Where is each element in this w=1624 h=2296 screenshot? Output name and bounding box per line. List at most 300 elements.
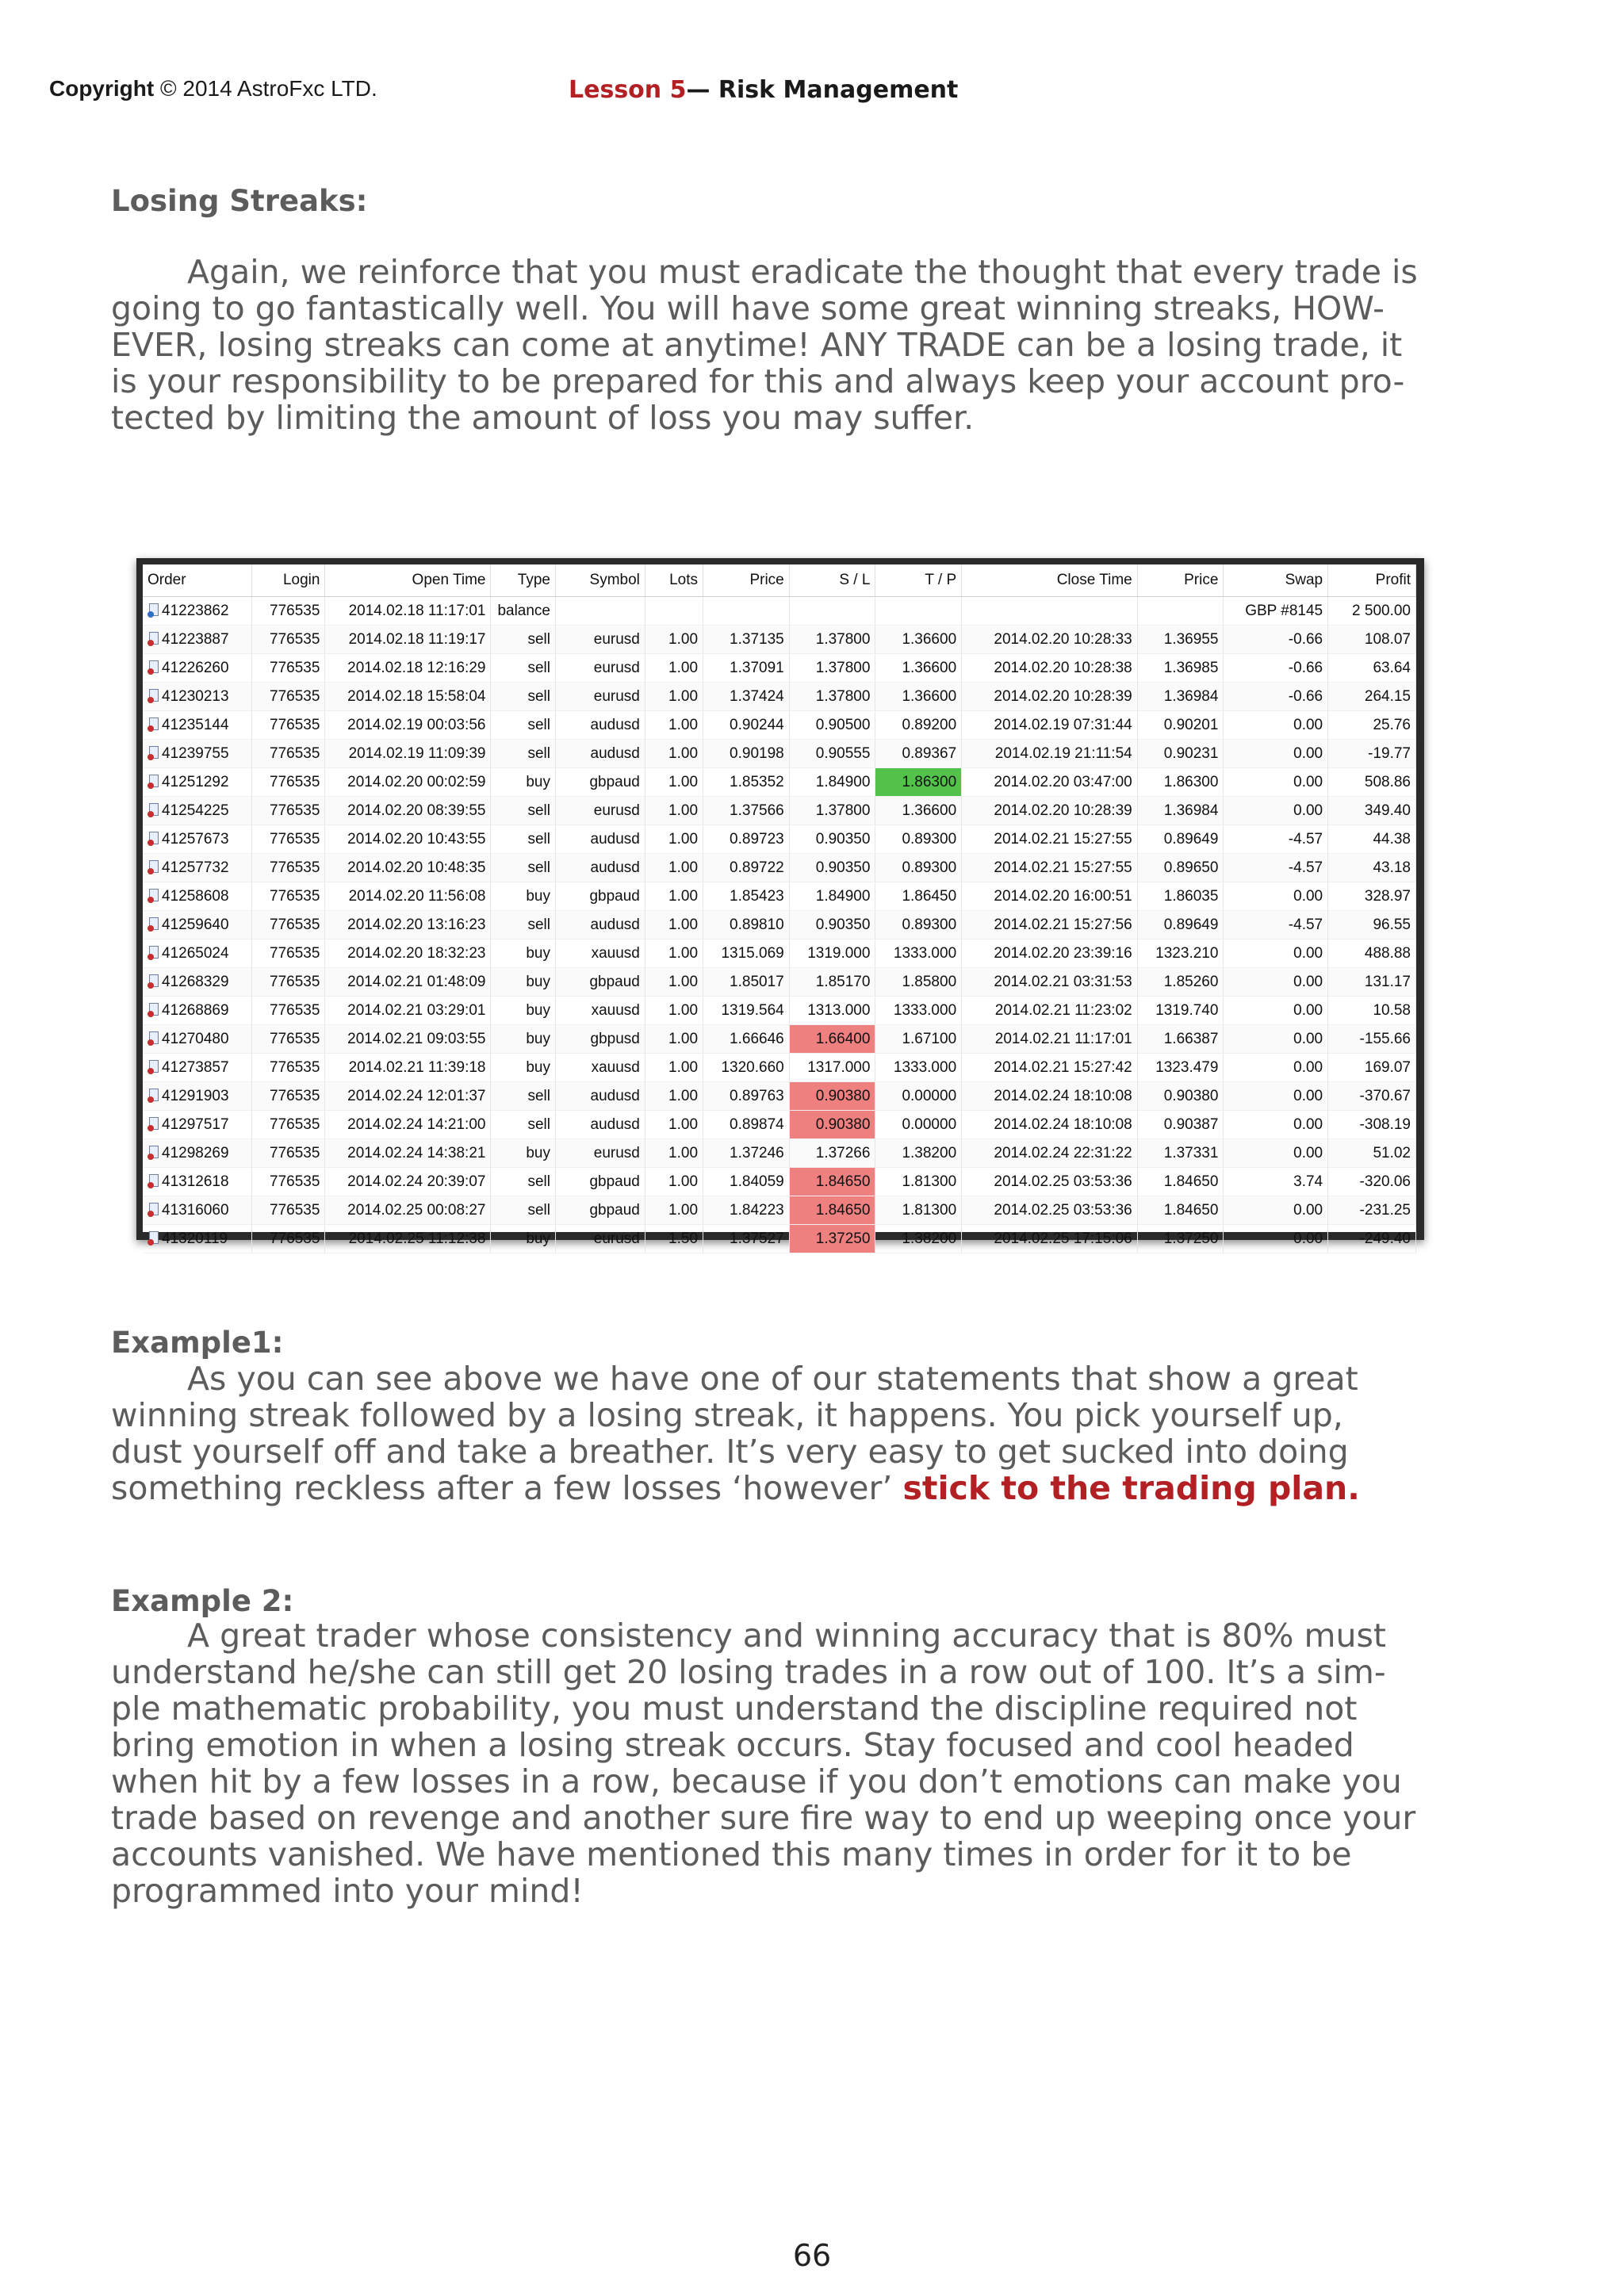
order-icon [147, 832, 159, 846]
order-icon [147, 660, 159, 675]
cell-close-time: 2014.02.21 15:27:55 [962, 854, 1138, 882]
cell-symbol: eurusd [556, 797, 645, 825]
cell-open-time: 2014.02.20 11:56:08 [325, 882, 491, 911]
cell-swap: 0.00 [1224, 882, 1328, 911]
cell-sl: 1.37266 [789, 1139, 875, 1168]
cell-type: sell [491, 1196, 556, 1225]
cell-open-time: 2014.02.21 03:29:01 [325, 997, 491, 1025]
cell-login: 776535 [252, 626, 325, 654]
cell-profit: 328.97 [1328, 882, 1416, 911]
cell-close-time: 2014.02.20 23:39:16 [962, 939, 1138, 968]
table-row[interactable] [143, 683, 1416, 711]
cell-login: 776535 [252, 740, 325, 768]
cell-close-price: 1.84650 [1137, 1168, 1224, 1196]
cell-tp: 1.36600 [875, 683, 962, 711]
cell-close-time: 2014.02.24 18:10:08 [962, 1111, 1138, 1139]
cell-profit: 488.88 [1328, 939, 1416, 968]
order-icon [147, 1203, 159, 1217]
cell-symbol: audusd [556, 1111, 645, 1139]
cell-lots: 1.00 [645, 968, 703, 997]
order-icon [147, 718, 159, 732]
cell-swap: 0.00 [1224, 711, 1328, 740]
order-icon [147, 860, 159, 874]
cell-close-price: 1.36984 [1137, 683, 1224, 711]
cell-lots: 1.00 [645, 626, 703, 654]
cell-swap: 3.74 [1224, 1168, 1328, 1196]
example1-heading: Example1: [111, 1326, 284, 1360]
cell-open-time: 2014.02.20 18:32:23 [325, 939, 491, 968]
cell-symbol: audusd [556, 854, 645, 882]
cell-sl: 1.37800 [789, 654, 875, 683]
cell-order [143, 997, 252, 1025]
cell-open-time: 2014.02.20 10:48:35 [325, 854, 491, 882]
cell-price: 1.37135 [703, 626, 790, 654]
cell-sl: 1.66400 [789, 1025, 875, 1054]
order-icon [147, 1089, 159, 1103]
order-number: 41223862 [162, 602, 229, 619]
cell-open-time: 2014.02.25 11:12:38 [325, 1225, 491, 1253]
cell-close-price: 1.36955 [1137, 626, 1224, 654]
order-icon [147, 1174, 159, 1188]
cell-order [143, 626, 252, 654]
cell-tp: 1.36600 [875, 626, 962, 654]
cell-symbol: eurusd [556, 654, 645, 683]
cell-profit: 131.17 [1328, 968, 1416, 997]
cell-close-time: 2014.02.25 03:53:36 [962, 1168, 1138, 1196]
section-paragraph [111, 254, 1459, 436]
cell-lots: 1.00 [645, 997, 703, 1025]
cell-close-time: 2014.02.19 21:11:54 [962, 740, 1138, 768]
order-number: 41259640 [162, 916, 229, 933]
order-number: 41265024 [162, 944, 229, 962]
cell-login: 776535 [252, 1225, 325, 1253]
example2-paragraph [111, 1617, 1459, 1909]
cell-type: sell [491, 654, 556, 683]
column-header-lots[interactable]: Lots [645, 564, 703, 597]
cell-lots: 1.00 [645, 825, 703, 854]
order-number: 41298269 [162, 1144, 229, 1161]
cell-order [143, 939, 252, 968]
cell-close-price: 1.36984 [1137, 797, 1224, 825]
cell-order [143, 597, 252, 626]
cell-open-time: 2014.02.20 00:02:59 [325, 768, 491, 797]
cell-profit: 349.40 [1328, 797, 1416, 825]
cell-profit: 51.02 [1328, 1139, 1416, 1168]
cell-open-time: 2014.02.24 20:39:07 [325, 1168, 491, 1196]
paragraph-line: dust yourself off and take a breather. It’s very easy to get sucked into doing [111, 1433, 1349, 1471]
cell-close-time: 2014.02.20 16:00:51 [962, 882, 1138, 911]
cell-lots: 1.00 [645, 1082, 703, 1111]
paragraph-line: As you can see above we have one of our statements that show a great [187, 1360, 1358, 1398]
cell-profit: 25.76 [1328, 711, 1416, 740]
lesson-subtitle: — Risk Management [686, 76, 959, 104]
cell-type: buy [491, 882, 556, 911]
column-header-close-price[interactable]: Price [1137, 564, 1224, 597]
table-row[interactable] [143, 911, 1416, 939]
cell-close-price: 1.37331 [1137, 1139, 1224, 1168]
column-header-swap[interactable]: Swap [1224, 564, 1328, 597]
cell-login: 776535 [252, 1168, 325, 1196]
paragraph-line: Again, we reinforce that you must eradicate the thought that every trade is [187, 253, 1418, 291]
cell-close-time: 2014.02.25 03:53:36 [962, 1196, 1138, 1225]
cell-lots: 1.00 [645, 1111, 703, 1139]
table-row[interactable] [143, 968, 1416, 997]
cell-tp: 1.36600 [875, 654, 962, 683]
example1-paragraph [111, 1360, 1459, 1506]
cell-sl: 0.90350 [789, 911, 875, 939]
cell-sl: 1313.000 [789, 997, 875, 1025]
table-row[interactable] [143, 997, 1416, 1025]
cell-swap: 0.00 [1224, 797, 1328, 825]
cell-swap: -4.57 [1224, 825, 1328, 854]
table-row[interactable] [143, 939, 1416, 968]
cell-order [143, 1054, 252, 1082]
cell-type: sell [491, 797, 556, 825]
order-number: 41254225 [162, 802, 229, 819]
cell-lots: 1.00 [645, 1168, 703, 1196]
cell-type: sell [491, 854, 556, 882]
cell-profit: -370.67 [1328, 1082, 1416, 1111]
cell-profit: 10.58 [1328, 997, 1416, 1025]
table-row[interactable] [143, 797, 1416, 825]
example2-heading: Example 2: [111, 1584, 294, 1618]
cell-swap: -0.66 [1224, 626, 1328, 654]
page-number: 66 [792, 2238, 832, 2273]
copyright-notice [49, 76, 377, 101]
cell-sl: 1.37800 [789, 626, 875, 654]
cell-order [143, 711, 252, 740]
cell-price: 1.37424 [703, 683, 790, 711]
cell-login: 776535 [252, 1025, 325, 1054]
cell-tp: 1.81300 [875, 1168, 962, 1196]
cell-sl: 0.90350 [789, 825, 875, 854]
order-icon [147, 603, 159, 618]
cell-close-time: 2014.02.21 11:23:02 [962, 997, 1138, 1025]
cell-order [143, 854, 252, 882]
cell-profit: 63.64 [1328, 654, 1416, 683]
cell-sl: 1.85170 [789, 968, 875, 997]
cell-tp: 1333.000 [875, 939, 962, 968]
cell-tp: 1.36600 [875, 797, 962, 825]
cell-open-time: 2014.02.21 01:48:09 [325, 968, 491, 997]
order-icon [147, 632, 159, 646]
cell-login: 776535 [252, 882, 325, 911]
cell-open-time: 2014.02.21 11:39:18 [325, 1054, 491, 1082]
cell-login: 776535 [252, 968, 325, 997]
cell-login: 776535 [252, 997, 325, 1025]
cell-sl: 1317.000 [789, 1054, 875, 1082]
cell-type: buy [491, 997, 556, 1025]
column-header-order[interactable]: Order [143, 564, 252, 597]
cell-tp: 0.89367 [875, 740, 962, 768]
order-number: 41230213 [162, 687, 229, 705]
cell-type: sell [491, 683, 556, 711]
cell-sl: 1.37800 [789, 683, 875, 711]
cell-price: 1.85017 [703, 968, 790, 997]
cell-swap: GBP #8145 [1224, 597, 1328, 626]
cell-order [143, 797, 252, 825]
column-header-tp[interactable]: T / P [875, 564, 962, 597]
cell-symbol: gbpaud [556, 1168, 645, 1196]
cell-sl: 0.90555 [789, 740, 875, 768]
cell-type: sell [491, 911, 556, 939]
cell-close-time: 2014.02.24 22:31:22 [962, 1139, 1138, 1168]
cell-profit: 43.18 [1328, 854, 1416, 882]
column-header-close-time[interactable]: Close Time [962, 564, 1138, 597]
cell-type: sell [491, 1168, 556, 1196]
cell-open-time: 2014.02.20 08:39:55 [325, 797, 491, 825]
cell-sl: 1.37250 [789, 1225, 875, 1253]
column-header-symbol[interactable]: Symbol [556, 564, 645, 597]
cell-order [143, 825, 252, 854]
table-header-row [143, 564, 1416, 597]
column-header-sl[interactable]: S / L [789, 564, 875, 597]
table-row[interactable] [143, 768, 1416, 797]
cell-price: 1.85352 [703, 768, 790, 797]
cell-close-price: 0.90231 [1137, 740, 1224, 768]
cell-price: 0.90244 [703, 711, 790, 740]
cell-type: sell [491, 1082, 556, 1111]
order-icon [147, 775, 159, 789]
cell-lots: 1.00 [645, 854, 703, 882]
cell-price: 0.89722 [703, 854, 790, 882]
order-icon [147, 1231, 159, 1246]
cell-price: 0.89763 [703, 1082, 790, 1111]
cell-symbol: audusd [556, 1082, 645, 1111]
paragraph-line: trade based on revenge and another sure fire way to end up weeping once your [111, 1799, 1416, 1837]
cell-open-time: 2014.02.18 12:16:29 [325, 654, 491, 683]
cell-close-price: 1.84650 [1137, 1196, 1224, 1225]
column-header-price[interactable]: Price [703, 564, 790, 597]
cell-close-time: 2014.02.19 07:31:44 [962, 711, 1138, 740]
cell-type: buy [491, 1025, 556, 1054]
cell-open-time: 2014.02.20 13:16:23 [325, 911, 491, 939]
order-icon [147, 689, 159, 703]
cell-lots: 1.00 [645, 768, 703, 797]
cell-login: 776535 [252, 711, 325, 740]
cell-tp: 0.00000 [875, 1111, 962, 1139]
paragraph-line: ple mathematic probability, you must understand the discipline required not [111, 1689, 1358, 1728]
copyright-text: © 2014 AstroFxc LTD. [160, 76, 377, 101]
cell-swap: 0.00 [1224, 997, 1328, 1025]
order-icon [147, 803, 159, 817]
order-number: 41273857 [162, 1058, 229, 1076]
cell-symbol: gbpaud [556, 1196, 645, 1225]
cell-type: sell [491, 825, 556, 854]
cell-login: 776535 [252, 1054, 325, 1082]
cell-tp: 1.86450 [875, 882, 962, 911]
cell-type: buy [491, 1225, 556, 1253]
cell-price: 1.84059 [703, 1168, 790, 1196]
cell-price: 1319.564 [703, 997, 790, 1025]
paragraph-line: programmed into your mind! [111, 1872, 584, 1910]
column-header-profit[interactable]: Profit [1328, 564, 1416, 597]
cell-price: 1.37566 [703, 797, 790, 825]
cell-order [143, 1082, 252, 1111]
column-header-open-time[interactable]: Open Time [325, 564, 491, 597]
cell-order [143, 683, 252, 711]
cell-open-time: 2014.02.25 00:08:27 [325, 1196, 491, 1225]
cell-close-time: 2014.02.20 03:47:00 [962, 768, 1138, 797]
cell-lots: 1.50 [645, 1225, 703, 1253]
cell-login: 776535 [252, 911, 325, 939]
cell-tp: 1.81300 [875, 1196, 962, 1225]
order-number: 41320119 [162, 1230, 228, 1247]
table-row[interactable] [143, 1111, 1416, 1139]
cell-close-time: 2014.02.21 15:27:56 [962, 911, 1138, 939]
cell-profit: 44.38 [1328, 825, 1416, 854]
cell-symbol: xauusd [556, 1054, 645, 1082]
cell-symbol [556, 597, 645, 626]
cell-symbol: audusd [556, 711, 645, 740]
cell-login: 776535 [252, 854, 325, 882]
cell-price [703, 597, 790, 626]
column-header-login[interactable]: Login [252, 564, 325, 597]
table-body [143, 597, 1416, 1253]
cell-sl: 1.84900 [789, 768, 875, 797]
cell-symbol: gbpaud [556, 768, 645, 797]
cell-symbol: eurusd [556, 626, 645, 654]
cell-close-price: 1.66387 [1137, 1025, 1224, 1054]
cell-symbol: eurusd [556, 1139, 645, 1168]
cell-symbol: gbpusd [556, 1025, 645, 1054]
cell-close-time [962, 597, 1138, 626]
cell-open-time: 2014.02.19 00:03:56 [325, 711, 491, 740]
cell-close-time: 2014.02.24 18:10:08 [962, 1082, 1138, 1111]
order-icon [147, 1146, 159, 1160]
cell-swap: 0.00 [1224, 768, 1328, 797]
cell-login: 776535 [252, 768, 325, 797]
cell-price: 0.89723 [703, 825, 790, 854]
paragraph-line: EVER, losing streaks can come at anytime! ANY TRADE can be a losing trade, it [111, 326, 1403, 364]
order-icon [147, 746, 159, 760]
paragraph-line: A great trader whose consistency and winning accuracy that is 80% must [187, 1617, 1386, 1655]
cell-price: 0.90198 [703, 740, 790, 768]
cell-swap: 0.00 [1224, 1082, 1328, 1111]
cell-open-time: 2014.02.20 10:43:55 [325, 825, 491, 854]
order-number: 41291903 [162, 1087, 229, 1104]
cell-profit: 264.15 [1328, 683, 1416, 711]
trade-statement-table [143, 564, 1416, 1253]
cell-lots: 1.00 [645, 882, 703, 911]
table-row[interactable] [143, 654, 1416, 683]
table-row[interactable] [143, 1225, 1416, 1253]
cell-tp: 1.86300 [875, 768, 962, 797]
cell-close-price: 0.90380 [1137, 1082, 1224, 1111]
cell-tp: 1333.000 [875, 1054, 962, 1082]
cell-sl: 0.90500 [789, 711, 875, 740]
cell-type: sell [491, 626, 556, 654]
table-row[interactable] [143, 740, 1416, 768]
cell-profit: 2 500.00 [1328, 597, 1416, 626]
order-number: 41268869 [162, 1001, 229, 1019]
cell-swap: 0.00 [1224, 1025, 1328, 1054]
balance-row[interactable] [143, 597, 1416, 626]
cell-sl: 0.90380 [789, 1082, 875, 1111]
table-row[interactable] [143, 1196, 1416, 1225]
cell-login: 776535 [252, 683, 325, 711]
cell-close-price: 1.85260 [1137, 968, 1224, 997]
paragraph-line: going to go fantastically well. You will have some great winning streaks, HOW- [111, 289, 1385, 327]
cell-close-price: 1323.479 [1137, 1054, 1224, 1082]
section-heading-losing-streaks: Losing Streaks: [111, 184, 368, 218]
cell-close-time: 2014.02.20 10:28:39 [962, 683, 1138, 711]
column-header-type[interactable]: Type [491, 564, 556, 597]
table-row[interactable] [143, 854, 1416, 882]
order-number: 41270480 [162, 1030, 229, 1047]
cell-symbol: eurusd [556, 1225, 645, 1253]
trading-plan-emphasis: stick to the trading plan. [902, 1469, 1360, 1507]
cell-order [143, 1196, 252, 1225]
cell-type: sell [491, 1111, 556, 1139]
cell-lots: 1.00 [645, 1025, 703, 1054]
copyright-label: Copyright [49, 76, 155, 101]
cell-sl: 0.90380 [789, 1111, 875, 1139]
table-row[interactable] [143, 626, 1416, 654]
paragraph-line: bring emotion in when a losing streak occurs. Stay focused and cool headed [111, 1726, 1354, 1764]
cell-symbol: gbpaud [556, 968, 645, 997]
cell-close-time: 2014.02.20 10:28:33 [962, 626, 1138, 654]
cell-close-time: 2014.02.21 11:17:01 [962, 1025, 1138, 1054]
cell-tp: 0.89300 [875, 854, 962, 882]
cell-profit: -320.06 [1328, 1168, 1416, 1196]
cell-order [143, 1168, 252, 1196]
cell-price: 1.37246 [703, 1139, 790, 1168]
table-row[interactable] [143, 1168, 1416, 1196]
cell-swap: -0.66 [1224, 683, 1328, 711]
cell-login: 776535 [252, 1196, 325, 1225]
cell-open-time: 2014.02.24 14:38:21 [325, 1139, 491, 1168]
cell-order [143, 1225, 252, 1253]
cell-close-time: 2014.02.21 15:27:42 [962, 1054, 1138, 1082]
lesson-title [569, 76, 958, 104]
cell-close-price: 0.89649 [1137, 911, 1224, 939]
cell-symbol: audusd [556, 740, 645, 768]
cell-open-time: 2014.02.18 15:58:04 [325, 683, 491, 711]
cell-lots: 1.00 [645, 711, 703, 740]
table-row[interactable] [143, 882, 1416, 911]
cell-symbol: gbpaud [556, 882, 645, 911]
cell-lots: 1.00 [645, 1054, 703, 1082]
cell-lots: 1.00 [645, 683, 703, 711]
trade-statement-screenshot [136, 558, 1424, 1247]
table-row[interactable] [143, 825, 1416, 854]
table-row[interactable] [143, 1025, 1416, 1054]
table-row[interactable] [143, 711, 1416, 740]
cell-lots: 1.00 [645, 1196, 703, 1225]
paragraph-line: something reckless after a few losses ‘however’ [111, 1469, 893, 1507]
cell-close-price: 1.86300 [1137, 768, 1224, 797]
cell-order [143, 882, 252, 911]
table-row[interactable] [143, 1139, 1416, 1168]
cell-sl [789, 597, 875, 626]
cell-profit: 108.07 [1328, 626, 1416, 654]
cell-symbol: audusd [556, 825, 645, 854]
paragraph-line: tected by limiting the amount of loss you may suffer. [111, 399, 975, 437]
cell-order [143, 740, 252, 768]
order-number: 41251292 [162, 773, 229, 790]
cell-close-price: 1.37250 [1137, 1225, 1224, 1253]
table-row[interactable] [143, 1082, 1416, 1111]
cell-close-price: 0.90201 [1137, 711, 1224, 740]
cell-sl: 1.84650 [789, 1168, 875, 1196]
order-number: 41239755 [162, 744, 229, 762]
cell-order [143, 968, 252, 997]
order-number: 41316060 [162, 1201, 229, 1219]
table-row[interactable] [143, 1054, 1416, 1082]
cell-type: buy [491, 939, 556, 968]
cell-symbol: eurusd [556, 683, 645, 711]
